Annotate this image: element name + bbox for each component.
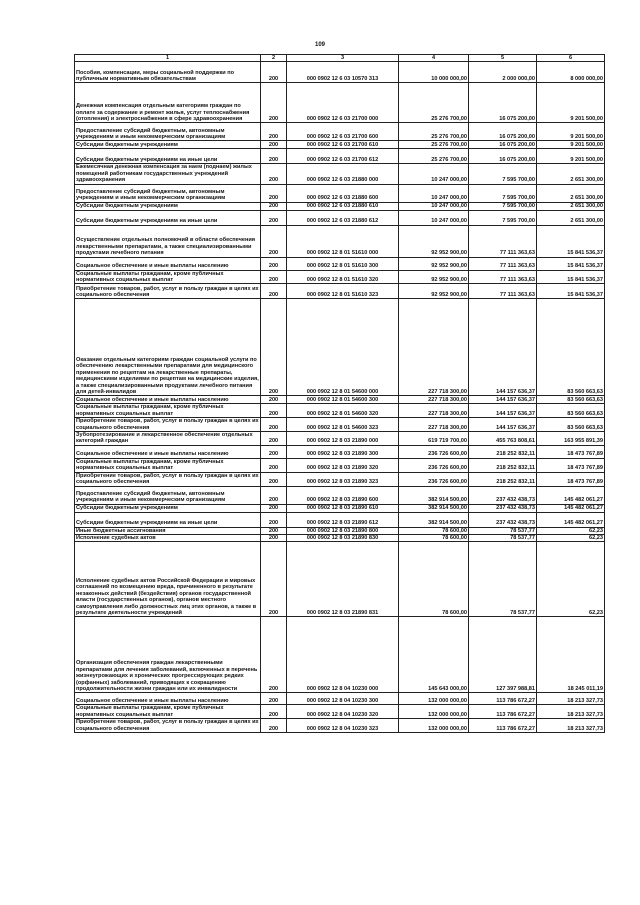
header-col-6: 6	[537, 55, 605, 62]
row-code-cell: 200	[261, 527, 287, 534]
row-code-cell: 200	[261, 534, 287, 541]
row-kbk-cell: 000 0902 12 8 03 21890 831	[287, 542, 399, 617]
row-kbk-cell: 000 0902 12 8 04 10230 000	[287, 617, 399, 693]
row-name-cell: Социальные выплаты гражданам, кроме публичных нормативных социальных выплат	[75, 705, 261, 719]
row-code-cell: 200	[261, 542, 287, 617]
row-code-cell: 200	[261, 299, 287, 396]
row-code-cell: 200	[261, 62, 287, 83]
row-code-cell: 200	[261, 396, 287, 404]
row-name-cell: Социальное обеспечение и иные выплаты населению	[75, 445, 261, 458]
row-name-cell: Субсидии бюджетным учреждениям на иные цели	[75, 210, 261, 225]
row-kbk-cell: 000 0902 12 6 03 10570 313	[287, 62, 399, 83]
row-name-cell: Исполнение судебных актов	[75, 534, 261, 541]
row-code-cell: 200	[261, 141, 287, 149]
row-approved-cell: 10 247 000,00	[399, 164, 469, 184]
row-remainder-cell: 145 482 061,27	[537, 512, 605, 527]
row-approved-cell: 132 000 000,00	[399, 719, 469, 733]
row-code-cell: 200	[261, 705, 287, 719]
table-row	[75, 123, 605, 141]
row-executed-cell: 237 432 438,73	[469, 512, 537, 527]
row-executed-cell: 218 252 832,11	[469, 458, 537, 472]
row-executed-cell: 7 595 700,00	[469, 210, 537, 225]
row-name-cell: Предоставление субсидий бюджетным, автономным учреждениям и иным некоммерческим организациям	[75, 486, 261, 504]
row-executed-cell: 77 111 363,63	[469, 270, 537, 284]
table-row	[75, 202, 605, 210]
row-remainder-cell: 83 560 663,63	[537, 299, 605, 396]
row-kbk-cell: 000 0902 12 8 01 54600 320	[287, 404, 399, 418]
row-code-cell: 200	[261, 472, 287, 486]
row-name-cell: Приобретение товаров, работ, услуг в пользу граждан в целях их социального обеспечения	[76, 285, 259, 299]
row-name-cell: Исполнение судебных актов Российской Федерации и мировых соглашений по возмещению вреда, причиненного в результате незаконных действий (бездействия) органов государственной власти (государственных органов), органов местного самоуправления либо должностных лиц этих органов, а также в результате деятельности учреждений	[75, 542, 261, 617]
header-col-5: 5	[469, 55, 537, 62]
row-remainder-cell: 62,23	[537, 527, 605, 534]
row-code-cell: 200	[261, 512, 287, 527]
row-code-cell: 200	[261, 404, 287, 418]
row-kbk-cell: 000 0902 12 8 01 51610 300	[287, 257, 399, 270]
table-row	[75, 164, 605, 184]
row-name-cell: Зубопротезирование и лекарственное обеспечение отдельных категорий граждан	[75, 432, 261, 446]
row-code-cell: 200	[261, 270, 287, 284]
row-name-cell: Социальное обеспечение и иные выплаты населению	[75, 396, 261, 404]
row-code-cell: 200	[261, 284, 287, 299]
table-row	[75, 486, 605, 504]
row-executed-cell: 127 397 988,81	[469, 617, 537, 693]
row-code-cell: 200	[261, 164, 287, 184]
row-code-cell: 200	[261, 445, 287, 458]
row-approved-cell: 25 276 700,00	[399, 141, 469, 149]
row-name-cell: Пособия, компенсации, меры социальной поддержки по публичным нормативным обязательствам	[75, 62, 261, 83]
row-code-cell: 200	[261, 418, 287, 432]
row-executed-cell: 113 786 672,27	[469, 705, 537, 719]
table-row	[75, 617, 605, 693]
row-approved-cell: 25 276 700,00	[399, 123, 469, 141]
row-remainder-cell: 62,23	[537, 542, 605, 617]
row-executed-cell: 7 595 700,00	[469, 202, 537, 210]
row-remainder-cell: 15 841 536,37	[537, 284, 605, 299]
row-remainder-cell: 8 000 000,00	[537, 62, 605, 83]
table-row	[75, 299, 605, 396]
row-name-cell: Приобретение товаров, работ, услуг в пользу граждан в целях их социального обеспечения	[76, 719, 259, 732]
row-approved-cell: 25 276 700,00	[399, 83, 469, 123]
row-approved-cell: 227 718 300,00	[399, 404, 469, 418]
row-kbk-cell: 000 0902 12 8 03 21890 320	[287, 458, 399, 472]
row-kbk-cell: 000 0902 12 8 03 21890 323	[287, 472, 399, 486]
budget-table	[74, 54, 605, 733]
row-code-cell: 200	[261, 719, 287, 733]
row-approved-cell: 10 247 000,00	[399, 184, 469, 202]
row-code-cell: 200	[261, 210, 287, 225]
table-row	[75, 62, 605, 83]
row-name-cell: Социальное обеспечение и иные выплаты населению	[75, 257, 261, 270]
row-code-cell: 200	[261, 486, 287, 504]
row-kbk-cell: 000 0902 12 8 03 21890 000	[287, 432, 399, 446]
row-executed-cell: 455 763 808,61	[469, 432, 537, 446]
row-remainder-cell: 15 841 536,37	[537, 257, 605, 270]
table-row	[75, 534, 605, 541]
table-row	[75, 184, 605, 202]
row-remainder-cell: 18 213 327,73	[537, 693, 605, 705]
table-row	[75, 141, 605, 149]
row-approved-cell: 78 600,00	[399, 534, 469, 541]
row-kbk-cell: 000 0902 12 8 03 21890 600	[287, 486, 399, 504]
row-executed-cell: 113 786 672,27	[469, 693, 537, 705]
row-code-cell: 200	[261, 504, 287, 512]
row-remainder-cell: 9 201 500,00	[537, 141, 605, 149]
row-kbk-cell: 000 0902 12 8 01 54600 000	[287, 299, 399, 396]
row-approved-cell: 92 952 900,00	[399, 257, 469, 270]
row-remainder-cell: 145 482 061,27	[537, 504, 605, 512]
row-remainder-cell: 2 651 300,00	[537, 164, 605, 184]
row-name-cell: Субсидии бюджетным учреждениям	[75, 504, 261, 512]
row-code-cell: 200	[261, 617, 287, 693]
row-remainder-cell: 18 473 767,89	[537, 472, 605, 486]
row-remainder-cell: 18 245 011,19	[537, 617, 605, 693]
row-kbk-cell: 000 0902 12 6 03 21880 000	[287, 164, 399, 184]
row-code-cell: 200	[261, 225, 287, 257]
row-kbk-cell: 000 0902 12 6 03 21880 610	[287, 202, 399, 210]
row-code-cell: 200	[261, 149, 287, 164]
header-col-4: 4	[399, 55, 469, 62]
row-executed-cell: 78 537,77	[469, 527, 537, 534]
row-executed-cell: 113 786 672,27	[469, 719, 537, 733]
row-name-cell: Осуществление отдельных полномочий в области обеспечения лекарственными препаратами, а также специализированными продуктами лечебного питания	[75, 225, 261, 257]
row-remainder-cell: 9 201 500,00	[537, 83, 605, 123]
row-approved-cell: 132 000 000,00	[399, 693, 469, 705]
row-kbk-cell: 000 0902 12 8 01 51610 320	[287, 270, 399, 284]
row-approved-cell: 227 718 300,00	[399, 396, 469, 404]
row-approved-cell: 382 914 500,00	[399, 504, 469, 512]
row-kbk-cell: 000 0902 12 8 01 54600 300	[287, 396, 399, 404]
row-approved-cell: 227 718 300,00	[399, 299, 469, 396]
row-executed-cell: 7 595 700,00	[469, 164, 537, 184]
row-name-cell: Социальное обеспечение и иные выплаты населению	[75, 693, 261, 705]
row-name-cell: Социальные выплаты гражданам, кроме публичных нормативных социальных выплат	[75, 404, 261, 418]
row-executed-cell: 218 252 832,11	[469, 472, 537, 486]
row-name-cell: Субсидии бюджетным учреждениям	[75, 202, 261, 210]
row-executed-cell: 144 157 636,37	[469, 299, 537, 396]
row-approved-cell: 78 600,00	[399, 542, 469, 617]
table-row	[75, 418, 605, 432]
table-row	[75, 693, 605, 705]
row-approved-cell: 619 719 700,00	[399, 432, 469, 446]
header-col-1: 1	[75, 55, 261, 62]
row-approved-cell: 382 914 500,00	[399, 512, 469, 527]
row-executed-cell: 218 252 832,11	[469, 445, 537, 458]
table-header-row	[75, 55, 605, 62]
row-kbk-cell: 000 0902 12 8 04 10230 320	[287, 705, 399, 719]
row-kbk-cell: 000 0902 12 6 03 21880 600	[287, 184, 399, 202]
row-approved-cell: 236 726 600,00	[399, 458, 469, 472]
table-row	[75, 149, 605, 164]
row-name-cell: Иные бюджетные ассигнования	[75, 527, 261, 534]
row-executed-cell: 237 432 438,73	[469, 486, 537, 504]
row-name-cell: Организация обеспечения граждан лекарственными препаратами для лечения заболеваний, включенных в перечень жизнеугрожающих и хронических прогрессирующих редких (орфанных) заболеваний, приводящих к сокращению продолжительности жизни граждан или их инвалидности	[75, 617, 261, 693]
row-remainder-cell: 18 213 327,73	[537, 719, 605, 733]
row-approved-cell: 92 952 900,00	[399, 284, 469, 299]
row-executed-cell: 77 111 363,63	[469, 225, 537, 257]
row-remainder-cell: 2 651 300,00	[537, 210, 605, 225]
row-approved-cell: 10 247 000,00	[399, 210, 469, 225]
row-kbk-cell: 000 0902 12 6 03 21700 600	[287, 123, 399, 141]
row-executed-cell: 16 075 200,00	[469, 141, 537, 149]
row-remainder-cell: 2 651 300,00	[537, 202, 605, 210]
row-remainder-cell: 163 955 891,39	[537, 432, 605, 446]
row-approved-cell: 78 600,00	[399, 527, 469, 534]
row-remainder-cell: 15 841 536,37	[537, 225, 605, 257]
row-remainder-cell: 62,23	[537, 534, 605, 541]
row-executed-cell: 16 075 200,00	[469, 149, 537, 164]
row-remainder-cell: 145 482 061,27	[537, 486, 605, 504]
row-code-cell: 200	[261, 693, 287, 705]
row-remainder-cell: 18 473 767,89	[537, 458, 605, 472]
row-kbk-cell: 000 0902 12 6 03 21700 612	[287, 149, 399, 164]
row-remainder-cell: 2 651 300,00	[537, 184, 605, 202]
row-approved-cell: 382 914 500,00	[399, 486, 469, 504]
row-name-cell: Субсидии бюджетным учреждениям на иные цели	[75, 149, 261, 164]
table-row	[75, 472, 605, 486]
row-kbk-cell: 000 0902 12 6 03 21700 610	[287, 141, 399, 149]
row-executed-cell: 16 075 200,00	[469, 83, 537, 123]
row-approved-cell: 132 000 000,00	[399, 705, 469, 719]
row-code-cell: 200	[261, 123, 287, 141]
table-row	[75, 705, 605, 719]
row-executed-cell: 144 157 636,37	[469, 396, 537, 404]
row-executed-cell: 144 157 636,37	[469, 404, 537, 418]
row-executed-cell: 77 111 363,63	[469, 257, 537, 270]
row-code-cell: 200	[261, 202, 287, 210]
row-name-cell: Субсидии бюджетным учреждениям на иные цели	[75, 512, 261, 527]
row-approved-cell: 92 952 900,00	[399, 270, 469, 284]
row-executed-cell: 16 075 200,00	[469, 123, 537, 141]
row-executed-cell: 78 537,77	[469, 542, 537, 617]
row-name-cell: Субсидии бюджетным учреждениям	[75, 141, 261, 149]
row-approved-cell: 25 276 700,00	[399, 149, 469, 164]
row-remainder-cell: 83 560 663,63	[537, 404, 605, 418]
row-kbk-cell: 000 0902 12 8 03 21890 610	[287, 504, 399, 512]
row-remainder-cell: 15 841 536,37	[537, 270, 605, 284]
row-approved-cell: 227 718 300,00	[399, 418, 469, 432]
table-row	[75, 210, 605, 225]
row-remainder-cell: 83 560 663,63	[537, 396, 605, 404]
row-code-cell: 200	[261, 184, 287, 202]
row-kbk-cell: 000 0902 12 8 03 21890 800	[287, 527, 399, 534]
row-executed-cell: 237 432 438,73	[469, 504, 537, 512]
table-row	[75, 512, 605, 527]
row-name-cell: Приобретение товаров, работ, услуг в пользу граждан в целях их социального обеспечения	[76, 472, 259, 486]
row-approved-cell: 10 247 000,00	[399, 202, 469, 210]
table-row	[75, 527, 605, 534]
row-code-cell: 200	[261, 432, 287, 446]
table-row	[75, 270, 605, 284]
row-remainder-cell: 18 213 327,73	[537, 705, 605, 719]
row-code-cell: 200	[261, 257, 287, 270]
row-kbk-cell: 000 0902 12 8 01 54600 323	[287, 418, 399, 432]
table-row	[75, 445, 605, 458]
row-name-cell: Приобретение товаров, работ, услуг в пользу граждан в целях их социального обеспечения	[76, 418, 259, 431]
table-row	[75, 83, 605, 123]
row-name-cell: Предоставление субсидий бюджетным, автономным учреждениям и иным некоммерческим организациям	[75, 123, 261, 141]
row-code-cell: 200	[261, 458, 287, 472]
row-executed-cell: 77 111 363,63	[469, 284, 537, 299]
row-name-cell: Предоставление субсидий бюджетным, автономным учреждениям и иным некоммерческим организациям	[75, 184, 261, 202]
row-kbk-cell: 000 0902 12 8 03 21890 300	[287, 445, 399, 458]
table-row	[75, 458, 605, 472]
row-kbk-cell: 000 0902 12 8 03 21890 612	[287, 512, 399, 527]
header-col-2: 2	[261, 55, 287, 62]
table-row	[75, 719, 605, 733]
row-name-cell: Социальные выплаты гражданам, кроме публичных нормативных социальных выплат	[75, 270, 261, 284]
row-kbk-cell: 000 0902 12 8 04 10230 300	[287, 693, 399, 705]
table-row	[75, 504, 605, 512]
row-approved-cell: 145 643 000,00	[399, 617, 469, 693]
row-kbk-cell: 000 0902 12 8 03 21890 830	[287, 534, 399, 541]
row-remainder-cell: 18 473 767,89	[537, 445, 605, 458]
row-kbk-cell: 000 0902 12 6 03 21700 000	[287, 83, 399, 123]
row-name-cell: Ежемесячная денежная компенсация за наем (поднаем) жилых помещений работникам государственных учреждений здравоохранения	[75, 164, 261, 184]
row-name-cell: Оказание отдельным категориям граждан социальной услуги по обеспечению лекарственными препаратами для медицинского применения по рецептам на лекарственные препараты, медицинскими изделиями по рецептам на медицинские изделия, а также специализированными продуктами лечебного питания для детей-инвалидов	[75, 299, 261, 396]
row-remainder-cell: 83 560 663,63	[537, 418, 605, 432]
row-approved-cell: 10 000 000,00	[399, 62, 469, 83]
row-kbk-cell: 000 0902 12 8 01 51610 000	[287, 225, 399, 257]
header-col-3: 3	[287, 55, 399, 62]
row-approved-cell: 236 726 600,00	[399, 445, 469, 458]
table-row	[75, 257, 605, 270]
row-approved-cell: 92 952 900,00	[399, 225, 469, 257]
table-row	[75, 284, 605, 299]
table-row	[75, 542, 605, 617]
row-kbk-cell: 000 0902 12 6 03 21880 612	[287, 210, 399, 225]
table-row	[75, 432, 605, 446]
row-executed-cell: 78 537,77	[469, 534, 537, 541]
row-kbk-cell: 000 0902 12 8 01 51610 323	[287, 284, 399, 299]
row-approved-cell: 236 726 600,00	[399, 472, 469, 486]
table-row	[75, 396, 605, 404]
row-executed-cell: 144 157 636,37	[469, 418, 537, 432]
row-remainder-cell: 9 201 500,00	[537, 123, 605, 141]
row-remainder-cell: 9 201 500,00	[537, 149, 605, 164]
table-row	[75, 404, 605, 418]
row-executed-cell: 7 595 700,00	[469, 184, 537, 202]
page-number: 109	[314, 42, 325, 48]
table-row	[75, 225, 605, 257]
row-executed-cell: 2 000 000,00	[469, 62, 537, 83]
row-code-cell: 200	[261, 83, 287, 123]
row-kbk-cell: 000 0902 12 8 04 10230 323	[287, 719, 399, 733]
row-name-cell: Денежная компенсация отдельным категориям граждан по оплате за содержание и ремонт жилья, услуг теплоснабжения (отопления) и электроснабжения в сфере здравоохранения	[75, 83, 261, 123]
row-name-cell: Социальные выплаты гражданам, кроме публичных нормативных социальных выплат	[75, 458, 261, 472]
